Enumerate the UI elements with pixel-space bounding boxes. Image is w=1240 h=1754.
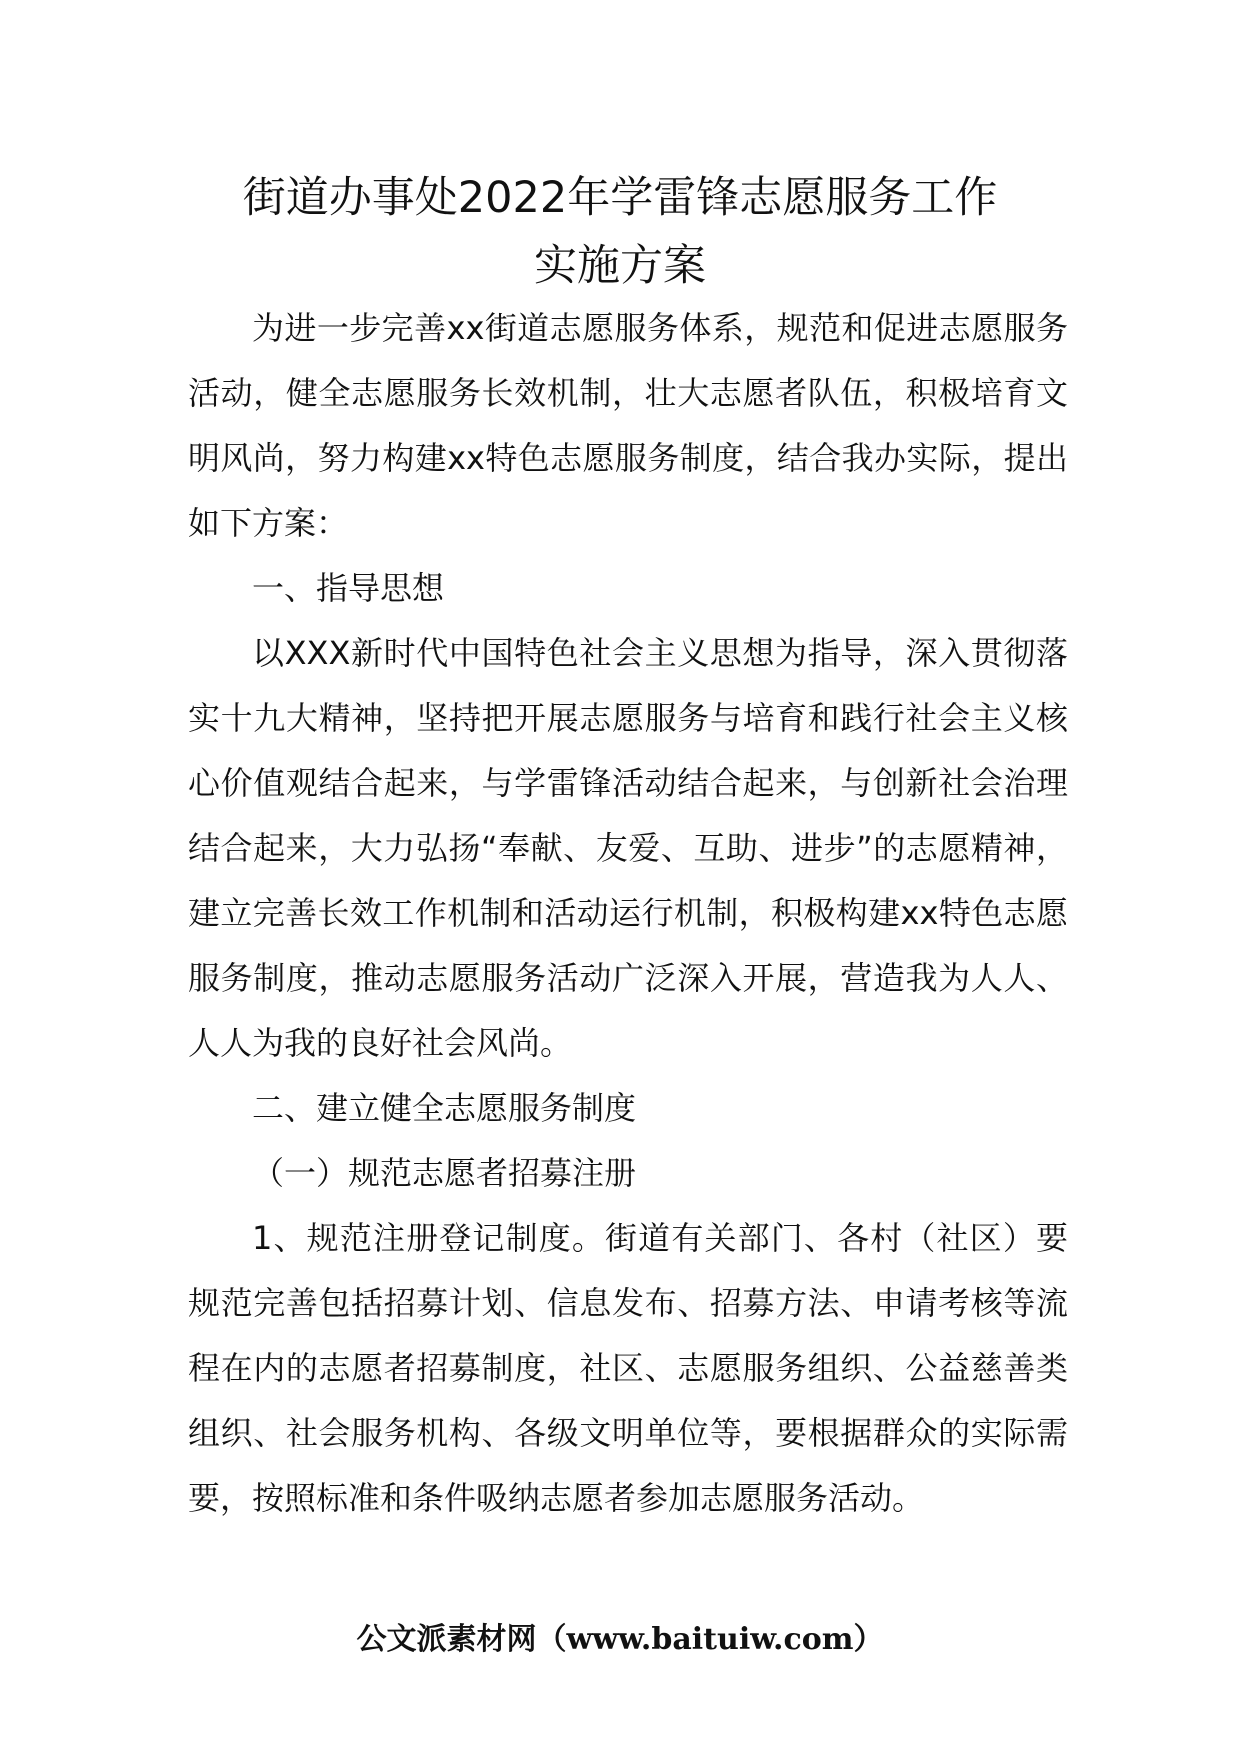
document-title-line-2: 实施方案 xyxy=(534,241,706,291)
footer-watermark: 公文派素材网（www.baituiw.com） xyxy=(356,1622,884,1657)
document-body xyxy=(188,296,1068,1531)
section-heading-volunteer-system: 二、建立健全志愿服务制度 xyxy=(252,1089,637,1127)
section-heading-guiding-ideology: 一、指导思想 xyxy=(252,569,445,607)
document-title-line-1: 街道办事处2022年学雷锋志愿服务工作 xyxy=(242,173,998,223)
subsection-heading-recruitment: （一）规范志愿者招募注册 xyxy=(252,1154,637,1192)
registration-paragraph: 1、规范注册登记制度。街道有关部门、各村（社区）要规范完善包括招募计划、信息发布、招募方法、申请考核等流程在内的志愿者招募制度，社区、志愿服务组织、公益慈善类组织、社会服务机构、各级文明单位等，要根据群众的实际需要，按照标准和条件吸纳志愿者参加志愿服务活动。 xyxy=(188,1219,1068,1517)
intro-paragraph: 为进一步完善xx街道志愿服务体系，规范和促进志愿服务活动，健全志愿服务长效机制，壮大志愿者队伍，积极培育文明风尚，努力构建xx特色志愿服务制度，结合我办实际，提出如下方案： xyxy=(188,309,1068,542)
guiding-ideology-paragraph: 以XXX新时代中国特色社会主义思想为指导，深入贯彻落实十九大精神，坚持把开展志愿服务与培育和践行社会主义核心价值观结合起来，与学雷锋活动结合起来，与创新社会治理结合起来，大力弘扬“奉献、友爱、互助、进步”的志愿精神，建立完善长效工作机制和活动运行机制，积极构建xx特色志愿服务制度，推动志愿服务活动广泛深入开展，营造我为人人、人人为我的良好社会风尚。 xyxy=(188,634,1068,1062)
